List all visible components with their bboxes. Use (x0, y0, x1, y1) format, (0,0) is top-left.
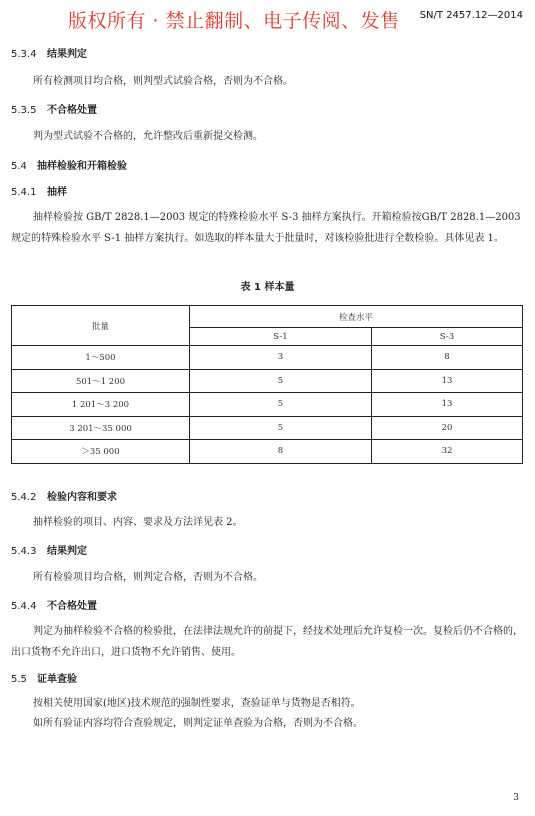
section-5-4-1-heading (11, 183, 67, 198)
section-5-4-3-text: 所有检验项目均合格，则判定合格，否则为不合格。 (33, 572, 263, 583)
section-title: 不合格处置 (47, 105, 97, 116)
section-5-4-2-heading (11, 488, 117, 503)
batch-header: 批量 (12, 306, 190, 346)
section-5-4-4-heading (11, 597, 97, 612)
section-number: 5.4.2 (11, 492, 37, 503)
section-5-5-text-2: 如所有验证内容均符合查验规定，则判定证单查验为合格，否则为不合格。 (33, 718, 363, 729)
s1-cell: 5 (190, 369, 372, 393)
table-row (12, 440, 523, 464)
section-5-5-heading (11, 670, 77, 685)
s1-header: S-1 (190, 328, 372, 346)
section-number: 5.4 (11, 161, 27, 172)
s1-cell: 5 (190, 393, 372, 417)
watermark: 版权所有 · 禁止翻制、电子传阅、发售 (68, 10, 400, 32)
section-number: 5.3.4 (11, 49, 37, 60)
section-number: 5.3.5 (11, 105, 37, 116)
sample-size-table (11, 305, 523, 464)
section-number: 5.4.1 (11, 187, 37, 198)
table-row (12, 369, 523, 393)
section-title: 结果判定 (47, 546, 87, 557)
section-5-3-5-text: 判为型式试验不合格的，允许整改后重新提交检测。 (33, 131, 263, 142)
section-5-3-5-heading (11, 101, 97, 116)
section-title: 检验内容和要求 (47, 492, 117, 503)
section-title: 不合格处置 (47, 601, 97, 612)
s1-cell: 3 (190, 346, 372, 370)
section-title: 证单查验 (37, 674, 77, 685)
section-5-3-4-text: 所有检测项目均合格，则判型式试验合格，否则为不合格。 (33, 76, 293, 87)
s3-cell: 13 (372, 393, 523, 417)
section-5-4-2-text: 抽样检验的项目、内容、要求及方法详见表 2。 (33, 517, 243, 528)
section-number: 5.4.4 (11, 601, 37, 612)
s3-cell: 20 (372, 416, 523, 440)
s1-cell: 8 (190, 440, 372, 464)
section-5-4-1-text: 抽样检验按 GB/T 2828.1—2003 规定的特殊检验水平 S-3 抽样方案执行。开箱检验按GB/T 2828.1—2003 规定的特殊检验水平 S-1 抽样方案执行。如选取的样本量大于批量时，对该检验批进行全数检验。具体见表 1。 (11, 212, 521, 244)
batch-cell: 3 201～35 000 (12, 416, 190, 440)
section-5-5-text-1: 按相关使用国家(地区)技术规范的强制性要求，查验证单与货物是否相符。 (33, 698, 361, 709)
section-5-3-4-heading (11, 45, 87, 60)
inspection-level-header: 检查水平 (190, 306, 523, 328)
section-5-4-4-text: 判定为抽样检验不合格的检验批，在法律法规允许的前提下，经技术处理后允许复检一次。复检后仍不合格的，出口货物不允许出口，进口货物不允许销售、使用。 (11, 626, 523, 658)
table-title: 表 1 样本量 (240, 282, 295, 293)
page-number: 3 (513, 793, 519, 803)
table-row (12, 346, 523, 370)
s3-cell: 8 (372, 346, 523, 370)
section-title: 抽样 (47, 187, 67, 198)
section-title: 抽样检验和开箱检验 (37, 161, 127, 172)
batch-cell: 1～500 (12, 346, 190, 370)
section-number: 5.4.3 (11, 546, 37, 557)
table-row (12, 416, 523, 440)
s3-cell: 13 (372, 369, 523, 393)
s1-cell: 5 (190, 416, 372, 440)
s3-cell: 32 (372, 440, 523, 464)
batch-cell: ＞35 000 (12, 440, 190, 464)
section-5-4-heading (11, 157, 127, 172)
table-row (12, 393, 523, 417)
batch-cell: 501～1 200 (12, 369, 190, 393)
batch-cell: 1 201～3 200 (12, 393, 190, 417)
s3-header: S-3 (372, 328, 523, 346)
section-number: 5.5 (11, 674, 27, 685)
section-title: 结果判定 (47, 49, 87, 60)
document-number: SN/T 2457.12—2014 (419, 10, 523, 21)
section-5-4-3-heading (11, 542, 87, 557)
